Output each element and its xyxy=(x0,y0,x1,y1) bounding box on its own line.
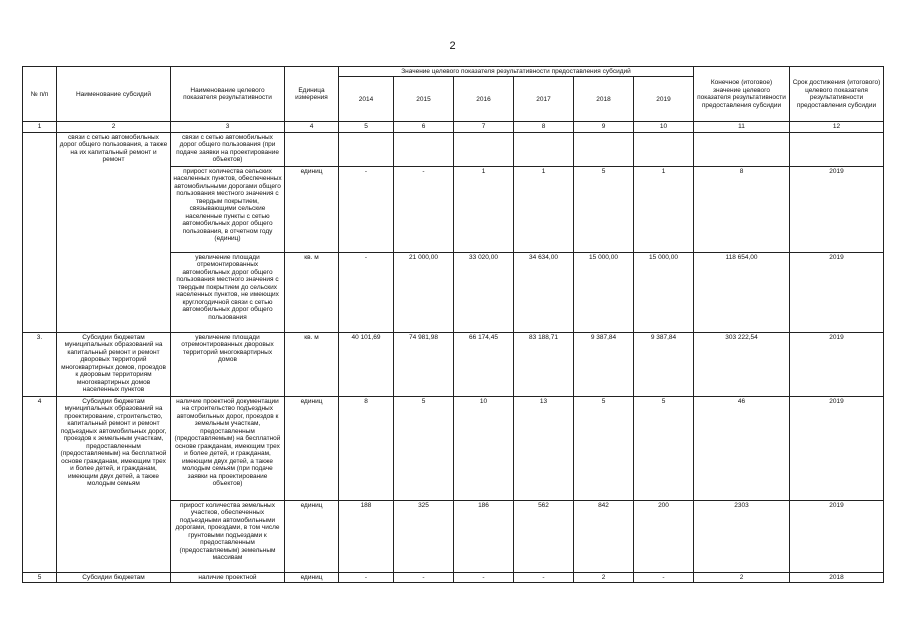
row-deadline xyxy=(790,132,884,166)
row-value: 1 xyxy=(454,166,514,252)
row-value: 33 020,00 xyxy=(454,252,514,332)
table-row xyxy=(23,332,884,396)
row-subsidy-name: Субсидии бюджетам муниципальных образований на проектирование, строительство, капитальный ремонт и ремонт подъездных автомобильных дорог, проездов к земельным участкам, предоставленным (предоставляемым) на бесплатной основе гражданам, имеющим трех и более детей, и гражданам, имеющим двух детей, а также молодым семьям xyxy=(57,396,171,572)
row-value: 1 xyxy=(514,166,574,252)
header-unit: Единица измерения xyxy=(285,67,339,122)
table-row xyxy=(23,572,884,582)
row-num: 3. xyxy=(23,332,57,396)
row-deadline: 2019 xyxy=(790,166,884,252)
row-value: 66 174,45 xyxy=(454,332,514,396)
row-value: 200 xyxy=(634,500,694,572)
column-number: 1 xyxy=(23,122,57,132)
header-year: 2018 xyxy=(574,77,634,122)
row-final: 118 654,00 xyxy=(694,252,790,332)
row-final: 2303 xyxy=(694,500,790,572)
row-deadline: 2019 xyxy=(790,332,884,396)
header-num: № п/п xyxy=(23,67,57,122)
row-value xyxy=(514,132,574,166)
row-value: - xyxy=(634,572,694,582)
table-row xyxy=(23,132,884,166)
row-deadline: 2019 xyxy=(790,252,884,332)
row-final: 8 xyxy=(694,166,790,252)
row-final: 46 xyxy=(694,396,790,500)
row-num xyxy=(23,132,57,332)
row-unit: единиц xyxy=(285,500,339,572)
column-number: 11 xyxy=(694,122,790,132)
row-value xyxy=(454,132,514,166)
row-value: 21 000,00 xyxy=(394,252,454,332)
row-value: 74 981,98 xyxy=(394,332,454,396)
header-year: 2017 xyxy=(514,77,574,122)
row-indicator: связи с сетью автомобильных дорог общего пользования (при подаче заявки на проектирование объектов) xyxy=(171,132,285,166)
header-year: 2015 xyxy=(394,77,454,122)
row-subsidy-name: Субсидии бюджетам xyxy=(57,572,171,582)
column-number: 10 xyxy=(634,122,694,132)
row-value: 5 xyxy=(394,396,454,500)
row-value: 5 xyxy=(634,396,694,500)
column-number: 7 xyxy=(454,122,514,132)
page-number: 2 xyxy=(449,40,456,52)
row-value xyxy=(339,132,394,166)
header-year: 2014 xyxy=(339,77,394,122)
row-value: - xyxy=(339,252,394,332)
column-number: 3 xyxy=(171,122,285,132)
row-indicator: наличие проектной документации на строительство подъездных автомобильных дорог, проездов к земельным участкам, предоставленным (предоставляемым) на бесплатной основе гражданам, имеющим трех и более детей, и гражданам, имеющим двух детей, а также молодым семьям (при подаче заявки на проектирование объектов) xyxy=(171,396,285,500)
row-deadline: 2019 xyxy=(790,396,884,500)
row-indicator: увеличение площади отремонтированных дворовых территорий многоквартирных домов xyxy=(171,332,285,396)
row-value: 2 xyxy=(574,572,634,582)
table-row xyxy=(23,396,884,500)
column-number: 12 xyxy=(790,122,884,132)
row-value: - xyxy=(339,572,394,582)
row-unit: кв. м xyxy=(285,332,339,396)
row-value xyxy=(574,132,634,166)
row-value: 10 xyxy=(454,396,514,500)
row-deadline: 2019 xyxy=(790,500,884,572)
header-year: 2016 xyxy=(454,77,514,122)
header-deadline: Срок достижения (итогового) целевого показателя результативности предоставления субсидии xyxy=(790,67,884,122)
row-indicator: прирост количества земельных участков, обеспеченных подъездными автомобильными дорогами, проездами, в том числе грунтовыми подъездами к предоставленным (предоставляемым) земельным массивам xyxy=(171,500,285,572)
row-value: 188 xyxy=(339,500,394,572)
header-year: 2019 xyxy=(634,77,694,122)
row-value: 842 xyxy=(574,500,634,572)
row-unit xyxy=(285,132,339,166)
header-final: Конечное (итоговое) значение целевого показателя результативности предоставления субсидии xyxy=(694,67,790,122)
row-value: 8 xyxy=(339,396,394,500)
row-value: 9 387,84 xyxy=(574,332,634,396)
header-indicator: Наименование целевого показателя результативности xyxy=(171,67,285,122)
row-final: 2 xyxy=(694,572,790,582)
column-number: 9 xyxy=(574,122,634,132)
row-subsidy-name: Субсидии бюджетам муниципальных образований на капитальный ремонт и ремонт дворовых территорий многоквартирных домов, проездов к дворовым территориям многоквартирных домов населенных пунктов xyxy=(57,332,171,396)
column-number: 8 xyxy=(514,122,574,132)
row-value: 83 188,71 xyxy=(514,332,574,396)
row-value: 34 634,00 xyxy=(514,252,574,332)
row-unit: единиц xyxy=(285,166,339,252)
row-unit: единиц xyxy=(285,396,339,500)
row-value: - xyxy=(514,572,574,582)
row-unit: единиц xyxy=(285,572,339,582)
subsidy-indicators-table xyxy=(22,66,884,583)
header-name: Наименование субсидий xyxy=(57,67,171,122)
column-number: 4 xyxy=(285,122,339,132)
row-value: 40 101,69 xyxy=(339,332,394,396)
row-value: 5 xyxy=(574,396,634,500)
row-value: 186 xyxy=(454,500,514,572)
row-indicator: наличие проектной xyxy=(171,572,285,582)
row-final: 303 222,54 xyxy=(694,332,790,396)
column-number-row xyxy=(23,122,884,132)
column-number: 5 xyxy=(339,122,394,132)
row-num: 5 xyxy=(23,572,57,582)
row-value: 5 xyxy=(574,166,634,252)
row-value xyxy=(394,132,454,166)
row-value: 1 xyxy=(634,166,694,252)
row-value: - xyxy=(394,166,454,252)
header-values-group: Значение целевого показателя результативности предоставления субсидий xyxy=(339,67,694,77)
row-value: - xyxy=(454,572,514,582)
row-indicator: увеличение площади отремонтированных автомобильных дорог общего пользования местного значения с твердым покрытием до сельских населенных пунктов, не имеющих круглогодичной связи с сетью автомобильных дорог общего пользования xyxy=(171,252,285,332)
row-unit: кв. м xyxy=(285,252,339,332)
row-value: 15 000,00 xyxy=(574,252,634,332)
row-value: - xyxy=(394,572,454,582)
row-value: 325 xyxy=(394,500,454,572)
row-num: 4 xyxy=(23,396,57,572)
row-indicator: прирост количества сельских населенных пунктов, обеспеченных автомобильными дорогами общего пользования местного значения с твердым покрытием, связывающими сельские населенные пункты с сетью автомобильных дорог общего пользования, в отчетном году (единиц) xyxy=(171,166,285,252)
row-deadline: 2018 xyxy=(790,572,884,582)
row-subsidy-name: связи с сетью автомобильных дорог общего пользования, а также на их капитальный ремонт и ремонт xyxy=(57,132,171,332)
row-value: 13 xyxy=(514,396,574,500)
row-value: 562 xyxy=(514,500,574,572)
row-value: - xyxy=(339,166,394,252)
column-number: 2 xyxy=(57,122,171,132)
row-value xyxy=(634,132,694,166)
column-number: 6 xyxy=(394,122,454,132)
row-final xyxy=(694,132,790,166)
row-value: 15 000,00 xyxy=(634,252,694,332)
row-value: 9 387,84 xyxy=(634,332,694,396)
